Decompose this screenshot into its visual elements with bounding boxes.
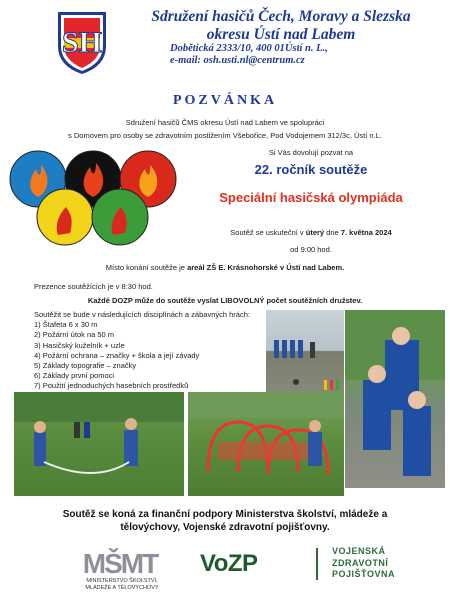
svg-text:SH: SH xyxy=(61,26,103,59)
vozp-name: VOJENSKÁ ZDRAVOTNÍ POJIŠŤOVNA xyxy=(332,546,396,579)
event-time: od 9:00 hod. xyxy=(290,245,332,254)
discipline-item: 3) Hasičský kuželník + uzle xyxy=(34,340,125,350)
teams-note: Každé DOZP může do soutěže vyslat LIBOVOLNÝ počet soutěžních družstev. xyxy=(87,296,363,305)
svg-text:MŠMT: MŠMT xyxy=(82,548,158,579)
organization-name: Sdružení hasičů Čech, Moravy a Slezska okresu Ústí nad Labem xyxy=(151,8,411,43)
olympic-rings-image xyxy=(8,147,178,252)
intro-line-3: Si Vás dovolují pozvat na xyxy=(268,148,354,157)
event-edition: 22. ročník soutěže xyxy=(254,162,368,177)
registration-time: Prezence soutěžících je v 8:30 hod. xyxy=(34,282,153,291)
msmt-label: MINISTERSTVO ŠKOLSTVÍ, MLÁDEŽE A TĚLOVÝCHOVY xyxy=(85,578,159,591)
vozp-logo: VoZP xyxy=(200,550,258,577)
email-link[interactable]: e-mail: osh.usti.nl@centrum.cz xyxy=(170,55,305,66)
sh-logo xyxy=(50,8,114,76)
intro-line-2: s Domovem pro osoby se zdravotním postižením Všebořice, Pod Vodojemem 312/3c, Ústí n.L. xyxy=(68,131,382,140)
support-statement: Soutěž se koná za finanční podpory Ministerstva školství, mládeže a tělovýchovy, Vojenské zdravotní pojišťovny. xyxy=(62,509,388,533)
discipline-item: 2) Požární útok na 50 m xyxy=(34,330,115,340)
event-date: Soutěž se uskuteční v úterý dne 7. května 2024 xyxy=(230,228,392,237)
invitation-title: POZVÁNKA xyxy=(172,93,278,108)
event-name: Speciální hasičská olympiáda xyxy=(219,190,403,205)
discipline-item: 7) Použití jednoduchých hasebních prostředků xyxy=(34,381,189,391)
discipline-item: 5) Základy topografie – značky xyxy=(34,361,137,371)
photo-tunnel xyxy=(188,392,344,496)
photo-carrying xyxy=(345,310,445,488)
discipline-item: 1) Štafeta 6 x 30 m xyxy=(34,320,98,330)
discipline-item: 6) Základy první pomoci xyxy=(34,371,115,381)
organization-address: Dobětická 2333/10, 400 01Ústí n. L., e-mail: osh.usti.nl@centrum.cz xyxy=(170,43,400,67)
photo-hose-run xyxy=(14,392,184,496)
disciplines-heading: Soutěžit se bude v následujících disciplínách a zábavných hrách: xyxy=(34,310,250,319)
photo-bowling xyxy=(266,310,344,400)
vozp-divider xyxy=(316,548,318,580)
discipline-item: 4) Požární ochrana – značky + škola a její závady xyxy=(34,350,200,360)
intro-line-1: Sdružení hasičů ČMS okresu Ústí nad Labem ve spolupráci xyxy=(125,118,325,127)
event-place: Místo konání soutěže je areál ZŠ E. Krásnohorské v Ústí nad Labem. xyxy=(105,263,345,272)
